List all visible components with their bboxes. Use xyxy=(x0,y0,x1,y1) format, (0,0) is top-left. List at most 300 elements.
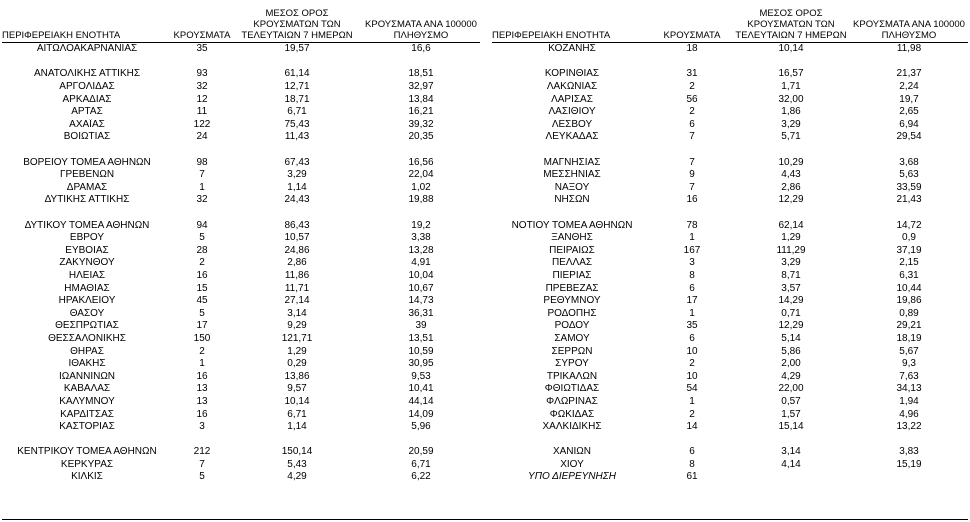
per100k-cell: 1,94 xyxy=(899,395,919,407)
per100k-cell: 10,67 xyxy=(408,282,434,294)
region-name-cell: ΠΕΙΡΑΙΩΣ xyxy=(549,244,595,256)
table-row xyxy=(2,43,480,56)
region-name-cell: ΛΑΡΙΣΑΣ xyxy=(551,93,593,105)
per100k-cell: 4,96 xyxy=(899,408,919,420)
per100k-cell: 6,31 xyxy=(899,269,919,281)
header-per100k: ΚΡΟΥΣΜΑΤΑ ΑΝΑ 100000 ΠΛΗΘΥΣΜΟ xyxy=(362,0,480,43)
cases-cell: 16 xyxy=(196,269,208,281)
avg7-cell: 2,86 xyxy=(781,181,801,193)
cases-cell: 5 xyxy=(199,232,205,244)
per100k-cell: 20,35 xyxy=(408,131,434,143)
spacer-row xyxy=(492,56,968,69)
spacer-cell xyxy=(492,433,968,446)
cases-cell: 6 xyxy=(689,332,695,344)
table-row xyxy=(492,396,968,409)
table-row xyxy=(492,93,968,106)
region-name-cell: ΑΡΓΟΛΙΔΑΣ xyxy=(59,81,115,93)
per100k-cell: 29,54 xyxy=(896,131,922,143)
table-row xyxy=(492,43,968,56)
avg7-cell: 11,86 xyxy=(284,269,310,281)
per100k-cell: 36,31 xyxy=(408,307,434,319)
table-row xyxy=(2,408,480,421)
cases-cell: 11 xyxy=(196,106,208,118)
avg7-cell: 1,86 xyxy=(781,106,801,118)
header-per100k: ΚΡΟΥΣΜΑΤΑ ΑΝΑ 100000 ΠΛΗΘΥΣΜΟ xyxy=(850,0,968,43)
avg7-cell: 1,29 xyxy=(781,232,801,244)
table-row xyxy=(2,358,480,371)
avg7-cell: 1,29 xyxy=(287,345,307,357)
cases-cell: 24 xyxy=(196,131,208,143)
per100k-cell: 13,28 xyxy=(408,244,434,256)
cases-cell: 28 xyxy=(196,244,208,256)
spacer-cell xyxy=(2,56,480,69)
cases-cell: 1 xyxy=(199,181,205,193)
table-row xyxy=(492,219,968,232)
per100k-cell: 18,19 xyxy=(896,332,922,344)
spacer-row xyxy=(2,433,480,446)
region-name-cell: ΦΘΙΩΤΙΔΑΣ xyxy=(544,383,600,395)
table-row xyxy=(2,257,480,270)
per100k-cell: 39,32 xyxy=(408,118,434,130)
table-row xyxy=(492,408,968,421)
region-name-cell: ΦΛΩΡΙΝΑΣ xyxy=(546,395,598,407)
cases-cell: 1 xyxy=(689,307,695,319)
table-row xyxy=(492,131,968,144)
per100k-cell: 2,65 xyxy=(899,106,919,118)
region-name-cell: ΚΕΡΚΥΡΑΣ xyxy=(60,458,114,470)
per100k-cell: 10,04 xyxy=(408,269,434,281)
per100k-cell: 6,71 xyxy=(411,458,431,470)
avg7-cell: 2,86 xyxy=(287,257,307,269)
spacer-cell xyxy=(492,207,968,220)
table-row xyxy=(2,93,480,106)
table-row xyxy=(2,459,480,472)
table-row xyxy=(492,182,968,195)
per100k-cell: 19,88 xyxy=(408,194,434,206)
cases-cell: 93 xyxy=(196,68,208,80)
region-name-cell: ΒΟΡΕΙΟΥ ΤΟΜΕΑ ΑΘΗΝΩΝ xyxy=(23,156,151,168)
avg7-cell: 6,71 xyxy=(287,408,307,420)
cases-cell: 6 xyxy=(689,118,695,130)
per100k-cell: 18,51 xyxy=(408,68,434,80)
cases-cell: 61 xyxy=(686,471,698,483)
right-cases-table xyxy=(492,0,968,484)
per100k-cell: 22,04 xyxy=(408,169,434,181)
region-name-cell: ΛΕΥΚΑΔΑΣ xyxy=(545,131,599,143)
table-row xyxy=(492,194,968,207)
avg7-cell: 4,14 xyxy=(781,458,801,470)
per100k-cell: 14,72 xyxy=(896,219,922,231)
region-name-cell: ΤΡΙΚΑΛΩΝ xyxy=(546,370,598,382)
cases-cell: 16 xyxy=(686,194,698,206)
region-name-cell: ΗΜΑΘΙΑΣ xyxy=(64,282,110,294)
avg7-cell: 111,29 xyxy=(776,244,806,256)
cases-cell: 10 xyxy=(686,345,698,357)
per100k-cell: 32,97 xyxy=(408,81,434,93)
cases-cell: 15 xyxy=(196,282,208,294)
per100k-cell: 1,02 xyxy=(411,181,431,193)
cases-cell: 10 xyxy=(686,370,698,382)
per100k-cell: 39 xyxy=(415,320,427,332)
cases-cell: 18 xyxy=(686,43,698,55)
per100k-cell xyxy=(850,471,968,484)
avg7-cell: 22,00 xyxy=(778,383,804,395)
avg7-cell: 4,43 xyxy=(781,169,801,181)
cases-cell: 150 xyxy=(193,332,211,344)
spacer-cell xyxy=(492,56,968,69)
per100k-cell: 2,24 xyxy=(899,81,919,93)
table-row xyxy=(492,320,968,333)
region-name-cell: ΚΑΡΔΙΤΣΑΣ xyxy=(60,408,114,420)
cases-cell: 5 xyxy=(199,307,205,319)
cases-cell: 7 xyxy=(689,181,695,193)
per100k-cell: 13,84 xyxy=(408,93,434,105)
cases-cell: 8 xyxy=(689,458,695,470)
avg7-cell: 10,57 xyxy=(284,232,310,244)
region-name-cell: ΚΑΣΤΟΡΙΑΣ xyxy=(59,421,115,433)
avg7-cell: 15,14 xyxy=(778,421,804,433)
per100k-cell: 5,63 xyxy=(899,169,919,181)
table-row xyxy=(2,219,480,232)
header-region: ΠΕΡΙΦΕΡΕΙΑΚΗ ΕΝΟΤΗΤΑ xyxy=(492,0,652,43)
region-name-cell: ΡΟΔΟΥ xyxy=(554,320,590,332)
spacer-cell xyxy=(2,144,480,157)
per100k-cell: 4,91 xyxy=(411,257,431,269)
table-row xyxy=(2,383,480,396)
avg7-cell: 4,29 xyxy=(287,471,307,483)
spacer-row xyxy=(492,433,968,446)
region-name-cell: ΚΑΒΑΛΑΣ xyxy=(63,383,111,395)
per100k-cell: 16,56 xyxy=(408,156,434,168)
region-name-cell: ΡΟΔΟΠΗΣ xyxy=(547,307,597,319)
cases-cell: 2 xyxy=(689,408,695,420)
avg7-cell: 18,71 xyxy=(284,93,310,105)
avg7-cell: 1,14 xyxy=(287,421,307,433)
table-row xyxy=(2,156,480,169)
cases-cell: 94 xyxy=(196,219,208,231)
region-name-cell: ΔΡΑΜΑΣ xyxy=(66,181,108,193)
table-row xyxy=(2,245,480,258)
region-name-cell: ΠΡΕΒΕΖΑΣ xyxy=(545,282,599,294)
table-row xyxy=(2,119,480,132)
spacer-row xyxy=(2,144,480,157)
table-row xyxy=(2,131,480,144)
per100k-cell: 5,67 xyxy=(899,345,919,357)
region-name-cell: ΧΑΛΚΙΔΙΚΗΣ xyxy=(542,421,602,433)
cases-cell: 16 xyxy=(196,408,208,420)
region-name-cell: ΣΑΜΟΥ xyxy=(554,332,590,344)
avg7-cell: 3,29 xyxy=(781,257,801,269)
avg7-cell: 27,14 xyxy=(284,295,310,307)
cases-cell: 12 xyxy=(196,93,208,105)
region-name-cell: ΕΥΒΟΙΑΣ xyxy=(65,244,109,256)
cases-cell: 2 xyxy=(689,106,695,118)
region-name-cell: ΘΗΡΑΣ xyxy=(70,345,104,357)
spacer-cell xyxy=(2,207,480,220)
region-name-cell: ΥΠΟ ΔΙΕΡΕΥΝΗΣΗ xyxy=(528,471,616,483)
cases-cell: 8 xyxy=(689,269,695,281)
per100k-cell: 19,2 xyxy=(411,219,431,231)
region-name-cell: ΓΡΕΒΕΝΩΝ xyxy=(59,169,115,181)
avg7-cell: 24,43 xyxy=(284,194,310,206)
table-row xyxy=(2,232,480,245)
per100k-cell: 6,22 xyxy=(411,471,431,483)
table-row xyxy=(2,106,480,119)
avg7-cell: 19,57 xyxy=(284,43,310,55)
avg7-cell: 10,14 xyxy=(778,43,804,55)
cases-cell: 35 xyxy=(196,43,208,55)
region-name-cell: ΑΡΤΑΣ xyxy=(71,106,103,118)
avg7-cell: 11,43 xyxy=(284,131,310,143)
per100k-cell: 29,21 xyxy=(896,320,922,332)
table-row xyxy=(2,320,480,333)
region-name-cell: ΑΧΑΪΑΣ xyxy=(69,118,105,130)
cases-cell: 7 xyxy=(689,156,695,168)
table-row xyxy=(2,421,480,434)
avg7-cell: 1,57 xyxy=(781,408,801,420)
region-name-cell: ΛΑΣΙΘΙΟΥ xyxy=(548,106,596,118)
table-row xyxy=(492,370,968,383)
left-cases-table xyxy=(2,0,480,484)
cases-cell: 1 xyxy=(689,232,695,244)
avg7-cell: 5,71 xyxy=(781,131,801,143)
region-name-cell: ΧΑΝΙΩΝ xyxy=(552,446,592,458)
cases-cell: 54 xyxy=(686,383,698,395)
region-name-cell: ΝΗΣΩΝ xyxy=(554,194,590,206)
region-name-cell: ΛΑΚΩΝΙΑΣ xyxy=(546,81,598,93)
per100k-cell: 19,86 xyxy=(896,295,922,307)
table-row xyxy=(492,345,968,358)
cases-cell: 45 xyxy=(196,295,208,307)
table-row xyxy=(492,81,968,94)
region-name-cell: ΣΕΡΡΩΝ xyxy=(551,345,593,357)
per100k-cell: 13,22 xyxy=(896,421,922,433)
spacer-row xyxy=(2,207,480,220)
region-name-cell: ΙΩΑΝΝΙΝΩΝ xyxy=(58,370,116,382)
region-name-cell: ΞΑΝΘΗΣ xyxy=(551,232,593,244)
spacer-row xyxy=(492,144,968,157)
region-name-cell: ΘΕΣΠΡΩΤΙΑΣ xyxy=(55,320,119,332)
cases-cell: 122 xyxy=(193,118,211,130)
table-row xyxy=(492,383,968,396)
cases-cell: 167 xyxy=(683,244,701,256)
region-name-cell: ΗΡΑΚΛΕΙΟΥ xyxy=(58,295,116,307)
cases-cell: 3 xyxy=(689,257,695,269)
header-avg7: ΜΕΣΟΣ ΟΡΟΣ ΚΡΟΥΣΜΑΤΩΝ ΤΩΝ ΤΕΛΕΥΤΑΙΩΝ 7 ΗΜΕΡΩΝ xyxy=(732,0,850,43)
region-name-cell: ΜΑΓΝΗΣΙΑΣ xyxy=(543,156,601,168)
table-row xyxy=(2,307,480,320)
avg7-cell: 75,43 xyxy=(284,118,310,130)
avg7-cell: 24,86 xyxy=(284,244,310,256)
cases-cell: 2 xyxy=(199,345,205,357)
avg7-cell: 10,29 xyxy=(778,156,804,168)
per100k-cell: 14,09 xyxy=(408,408,434,420)
table-row xyxy=(492,257,968,270)
region-name-cell: ΡΕΘΥΜΝΟΥ xyxy=(543,295,601,307)
per100k-cell: 10,44 xyxy=(896,282,922,294)
avg7-cell: 62,14 xyxy=(778,219,804,231)
region-name-cell: ΚΑΛΥΜΝΟΥ xyxy=(59,395,115,407)
avg7-cell xyxy=(732,471,850,484)
region-name-cell: ΚΟΡΙΝΘΙΑΣ xyxy=(544,68,600,80)
per100k-cell: 44,14 xyxy=(408,395,434,407)
left-table-body xyxy=(2,43,480,484)
cases-cell: 6 xyxy=(689,446,695,458)
region-name-cell: ΚΕΝΤΡΙΚΟΥ ΤΟΜΕΑ ΑΘΗΝΩΝ xyxy=(17,446,157,458)
per100k-cell: 3,38 xyxy=(411,232,431,244)
cases-cell: 7 xyxy=(199,458,205,470)
right-header-row xyxy=(492,0,968,43)
cases-cell: 7 xyxy=(689,131,695,143)
spacer-row xyxy=(492,207,968,220)
region-name-cell: ΔΥΤΙΚΟΥ ΤΟΜΕΑ ΑΘΗΝΩΝ xyxy=(24,219,150,231)
avg7-cell: 9,57 xyxy=(287,383,307,395)
cases-cell: 2 xyxy=(689,358,695,370)
table-row xyxy=(492,106,968,119)
avg7-cell: 3,14 xyxy=(287,307,307,319)
per100k-cell: 19,7 xyxy=(899,93,919,105)
per100k-cell: 21,43 xyxy=(896,194,922,206)
avg7-cell: 86,43 xyxy=(284,219,310,231)
table-row xyxy=(2,295,480,308)
per100k-cell: 6,94 xyxy=(899,118,919,130)
per100k-cell: 21,37 xyxy=(896,68,922,80)
per100k-cell: 10,41 xyxy=(408,383,434,395)
region-name-cell: ΖΑΚΥΝΘΟΥ xyxy=(59,257,115,269)
table-row xyxy=(2,194,480,207)
table-row xyxy=(2,282,480,295)
region-name-cell: ΚΟΖΑΝΗΣ xyxy=(548,43,596,55)
table-row xyxy=(2,182,480,195)
table-row xyxy=(2,169,480,182)
cases-cell: 2 xyxy=(199,257,205,269)
region-name-cell: ΝΟΤΙΟΥ ΤΟΜΕΑ ΑΘΗΝΩΝ xyxy=(511,219,633,231)
region-name-cell: ΧΙΟΥ xyxy=(560,458,584,470)
table-row xyxy=(492,446,968,459)
avg7-cell: 4,29 xyxy=(781,370,801,382)
avg7-cell: 13,86 xyxy=(284,370,310,382)
spacer-cell xyxy=(2,433,480,446)
table-row xyxy=(2,471,480,484)
per100k-cell: 16,6 xyxy=(411,43,431,55)
region-name-cell: ΝΑΞΟΥ xyxy=(554,181,590,193)
avg7-cell: 150,14 xyxy=(281,446,313,458)
region-name-cell: ΦΩΚΙΔΑΣ xyxy=(549,408,595,420)
table-row xyxy=(492,307,968,320)
cases-cell: 13 xyxy=(196,383,208,395)
cases-cell: 5 xyxy=(199,471,205,483)
table-row xyxy=(2,333,480,346)
avg7-cell: 10,14 xyxy=(284,395,310,407)
region-name-cell: ΜΕΣΣΗΝΙΑΣ xyxy=(543,169,601,181)
table-row xyxy=(2,81,480,94)
avg7-cell: 12,71 xyxy=(284,81,310,93)
table-row xyxy=(492,156,968,169)
table-row xyxy=(2,446,480,459)
avg7-cell: 9,29 xyxy=(287,320,307,332)
cases-cell: 9 xyxy=(689,169,695,181)
per100k-cell: 34,13 xyxy=(896,383,922,395)
cases-cell: 7 xyxy=(199,169,205,181)
avg7-cell: 5,86 xyxy=(781,345,801,357)
table-row xyxy=(492,358,968,371)
avg7-cell: 12,29 xyxy=(778,320,804,332)
per100k-cell: 10,59 xyxy=(408,345,434,357)
region-name-cell: ΙΘΑΚΗΣ xyxy=(68,358,106,370)
table-row xyxy=(2,345,480,358)
avg7-cell: 8,71 xyxy=(781,269,801,281)
avg7-cell: 3,29 xyxy=(781,118,801,130)
cases-cell: 56 xyxy=(686,93,698,105)
table-row xyxy=(492,295,968,308)
per100k-cell: 13,51 xyxy=(408,332,434,344)
table-row xyxy=(492,68,968,81)
table-row xyxy=(492,282,968,295)
region-name-cell: ΗΛΕΙΑΣ xyxy=(68,269,106,281)
avg7-cell: 0,57 xyxy=(781,395,801,407)
avg7-cell: 61,14 xyxy=(284,68,310,80)
region-name-cell: ΒΟΙΩΤΙΑΣ xyxy=(63,131,111,143)
avg7-cell: 12,29 xyxy=(778,194,804,206)
table-row xyxy=(492,169,968,182)
region-name-cell: ΘΑΣΟΥ xyxy=(69,307,105,319)
avg7-cell: 2,00 xyxy=(781,358,801,370)
table-row xyxy=(492,459,968,472)
table-row xyxy=(492,245,968,258)
cases-cell: 1 xyxy=(199,358,205,370)
table-row xyxy=(2,396,480,409)
avg7-cell: 16,57 xyxy=(778,68,804,80)
table-row xyxy=(2,68,480,81)
cases-cell: 17 xyxy=(686,295,698,307)
table-row xyxy=(492,119,968,132)
avg7-cell: 11,71 xyxy=(284,282,310,294)
cases-cell: 212 xyxy=(193,446,211,458)
header-region: ΠΕΡΙΦΕΡΕΙΑΚΗ ΕΝΟΤΗΤΑ xyxy=(2,0,172,43)
per100k-cell: 9,53 xyxy=(411,370,431,382)
per100k-cell: 2,15 xyxy=(899,257,919,269)
header-avg7: ΜΕΣΟΣ ΟΡΟΣ ΚΡΟΥΣΜΑΤΩΝ ΤΩΝ ΤΕΛΕΥΤΑΙΩΝ 7 ΗΜΕΡΩΝ xyxy=(232,0,362,43)
avg7-cell: 6,71 xyxy=(287,106,307,118)
region-name-cell: ΛΕΣΒΟΥ xyxy=(551,118,593,130)
cases-cell: 17 xyxy=(196,320,208,332)
region-name-cell: ΠΕΛΛΑΣ xyxy=(551,257,593,269)
per100k-cell: 0,89 xyxy=(899,307,919,319)
per100k-cell: 20,59 xyxy=(408,446,434,458)
per100k-cell: 3,83 xyxy=(899,446,919,458)
avg7-cell: 0,29 xyxy=(287,358,307,370)
cases-cell: 98 xyxy=(196,156,208,168)
region-name-cell: ΚΙΛΚΙΣ xyxy=(71,471,103,483)
per100k-cell: 33,59 xyxy=(896,181,922,193)
table-row xyxy=(2,270,480,283)
cases-cell: 6 xyxy=(689,282,695,294)
cases-cell: 32 xyxy=(196,81,208,93)
region-name-cell: ΘΕΣΣΑΛΟΝΙΚΗΣ xyxy=(48,332,126,344)
region-name-cell: ΣΥΡΟΥ xyxy=(555,358,589,370)
table-row xyxy=(2,370,480,383)
region-name-cell: ΑΙΤΩΛΟΑΚΑΡΝΑΝΙΑΣ xyxy=(36,43,138,55)
per100k-cell: 0,9 xyxy=(902,232,916,244)
table-row xyxy=(492,333,968,346)
cases-cell: 1 xyxy=(689,395,695,407)
spacer-cell xyxy=(492,144,968,157)
cases-cell: 2 xyxy=(689,81,695,93)
cases-cell: 31 xyxy=(686,68,698,80)
region-name-cell: ΑΝΑΤΟΛΙΚΗΣ ΑΤΤΙΚΗΣ xyxy=(33,68,141,80)
table-row xyxy=(492,421,968,434)
cases-cell: 35 xyxy=(686,320,698,332)
